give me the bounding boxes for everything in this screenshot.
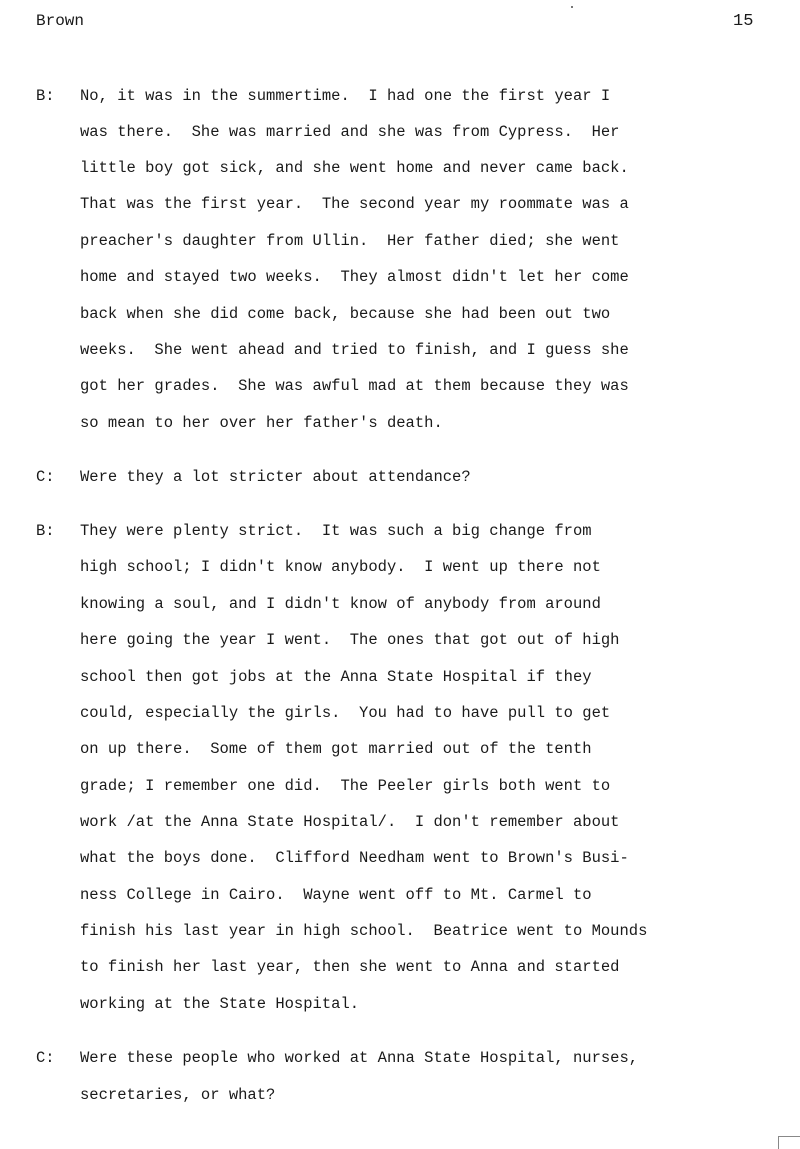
text-line: Were they a lot stricter about attendance?: [80, 468, 471, 486]
text-line: to finish her last year, then she went to Anna and started: [80, 958, 620, 976]
text-line: got her grades. She was awful mad at them because they was: [80, 377, 629, 395]
text-line: preacher's daughter from Ullin. Her father died; she went: [80, 232, 620, 250]
text-line: weeks. She went ahead and tried to finish, and I guess she: [80, 341, 629, 359]
text-line: so mean to her over her father's death.: [80, 414, 443, 432]
text-line: No, it was in the summertime. I had one the first year I: [80, 87, 611, 105]
scan-speck: [571, 6, 573, 8]
text-line: Were these people who worked at Anna State Hospital, nurses,: [80, 1049, 639, 1067]
text-line: grade; I remember one did. The Peeler girls both went to: [80, 777, 611, 795]
speaker-label: B:: [36, 87, 55, 105]
text-line: That was the first year. The second year my roommate was a: [80, 195, 629, 213]
text-line: here going the year I went. The ones that got out of high: [80, 631, 620, 649]
text-line: could, especially the girls. You had to have pull to get: [80, 704, 611, 722]
page-corner-mark: [778, 1136, 800, 1149]
text-line: working at the State Hospital.: [80, 995, 360, 1013]
text-line: little boy got sick, and she went home and never came back.: [80, 159, 629, 177]
text-line: on up there. Some of them got married out of the tenth: [80, 740, 592, 758]
header-interviewee-name: Brown: [36, 12, 85, 30]
text-line: was there. She was married and she was from Cypress. Her: [80, 123, 620, 141]
speaker-label: C:: [36, 1049, 55, 1067]
text-line: work /at the Anna State Hospital/. I don't remember about: [80, 813, 620, 831]
speaker-label: B:: [36, 522, 55, 540]
text-line: school then got jobs at the Anna State Hospital if they: [80, 668, 592, 686]
text-line: finish his last year in high school. Beatrice went to Mounds: [80, 922, 648, 940]
text-line: knowing a soul, and I didn't know of anybody from around: [80, 595, 601, 613]
text-line: home and stayed two weeks. They almost didn't let her come: [80, 268, 629, 286]
speaker-label: C:: [36, 468, 55, 486]
text-line: secretaries, or what?: [80, 1086, 276, 1104]
text-line: They were plenty strict. It was such a big change from: [80, 522, 592, 540]
text-line: ness College in Cairo. Wayne went off to Mt. Carmel to: [80, 886, 592, 904]
page-number: 15: [733, 12, 754, 31]
text-line: high school; I didn't know anybody. I went up there not: [80, 558, 601, 576]
text-line: what the boys done. Clifford Needham went to Brown's Busi-: [80, 849, 629, 867]
text-line: back when she did come back, because she had been out two: [80, 305, 611, 323]
